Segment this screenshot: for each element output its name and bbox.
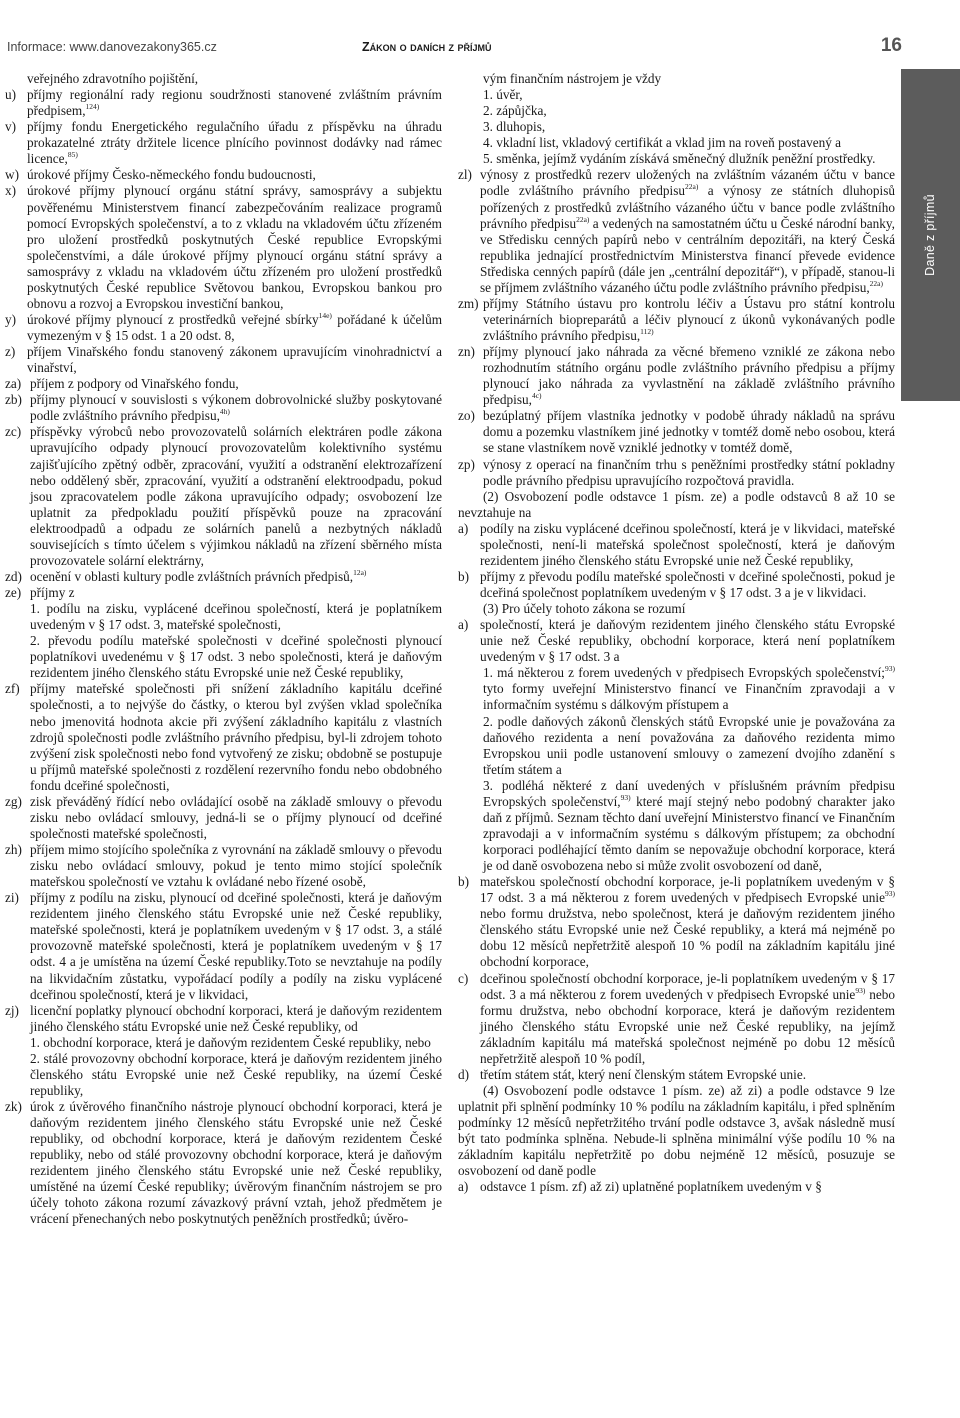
paragraph bbox=[458, 119, 895, 135]
item-text: 3. podléhá některé z daní uvedených v příslušném právním předpisu Evropských společenství, bbox=[483, 777, 895, 809]
paragraph bbox=[5, 601, 442, 633]
item-label: y) bbox=[5, 311, 17, 327]
page-number: 16 bbox=[880, 35, 902, 56]
item-label: zm) bbox=[458, 295, 479, 311]
item-text: licenční poplatky plynoucí obchodní korporaci, která je daňovým rezidentem jiného členského státu Evropské unie než České republiky, od bbox=[30, 1002, 442, 1034]
paragraph-b bbox=[458, 874, 895, 970]
item-text: třetím státem stát, který není členským státem Evropské unie. bbox=[480, 1066, 807, 1082]
item-text: ocenění v oblasti kultury podle zvláštních právních předpisů, bbox=[30, 568, 354, 584]
item-label: d) bbox=[458, 1066, 470, 1082]
item-label: a) bbox=[458, 1179, 469, 1195]
item-label: zh) bbox=[5, 842, 22, 857]
paragraph-u bbox=[5, 87, 442, 119]
item-text: úrokové příjmy Česko-německého fondu budoucnosti, bbox=[27, 167, 316, 183]
item-text: 3. dluhopis, bbox=[483, 119, 546, 135]
item-text: (4) Osvobození podle odstavce 1 písm. ze) až zi) a podle odstavce 9 lze uplatnit při splnění podmínky 10 % podílu na základním kapitálu, i před splněním podmínky 12 měsíců nepřetržitého trvání podle odstavce 3, avšak následně musí být tato podmínka splněna. Nebude-li splněna minimální výše podílu 10 % na základním kapitálu nepřetržitě po dobu nejméně 12 měsíců, posuzuje se osvobození od daně podle bbox=[458, 1082, 895, 1179]
footnote-ref: 14e) bbox=[318, 310, 332, 320]
paragraph-x bbox=[5, 183, 442, 312]
item-text: 1. má některou z forem uvedených v předpisech Evropských společenství; bbox=[483, 665, 885, 681]
item-text: příspěvky výrobců nebo provozovatelů solárních elektráren podle zákona upravujícího odpady plynoucí provozovatelům kolektivního systému zajišťujícího zpětný odběr, zpracování, využití a odstranění elektrozařízení nebo oddělený sběr, zpracování, využití a odstranění elektroodpadu, pokud jsou zpracovatelem podle zákona upravujícího odpady; osvobození lze uplatnit za předpokladu použití příspěvků pouze na zpracování elektroodpadů a odpadu ze solárních panelů a nezbytných nákladů souvisejících s tímto účelem s výjimkou nákladů na zřízení sběrného místa provozovatele solární elektrárny, bbox=[30, 424, 442, 568]
item-text-continued: a vedených na samostatném účtu u České národní banky, ve Středisku cenných papírů nebo v centrálním depozitáři, na který Česká republika jednající prostřednictvím Ministerstva financí převede evidence Střediska cenných papírů (dále jen „centrální depozitář“), v případě, stanou-li se příjmem zvláštního vázaného účtu podle zvláštního právního předpisu, bbox=[480, 215, 895, 295]
paragraph bbox=[458, 135, 895, 151]
paragraph bbox=[5, 1035, 442, 1051]
item-text: výnosy z prostředků rezerv uložených na zvláštním vázaném účtu v bance podle zvláštního právního předpisu bbox=[480, 167, 895, 199]
paragraph-v bbox=[5, 119, 442, 167]
paragraph-a bbox=[458, 1179, 895, 1195]
item-label: zn) bbox=[458, 344, 475, 360]
item-text: (2) Osvobození podle odstavce 1 písm. ze) a podle odstavců 8 až 10 se nevztahuje na bbox=[458, 488, 895, 520]
item-text: úrokové příjmy plynoucí z prostředků veřejné sbírky bbox=[27, 311, 319, 327]
item-label: zd) bbox=[5, 568, 22, 584]
footnote-ref: 22a) bbox=[576, 214, 590, 224]
item-text-continued: které mají stejný nebo podobný charakter jako daň z příjmů. Seznam těchto daní uveřejní Ministerstvo financí ve Finančním zpravodaji a v informačním systému s dálkovým přístupem; za obchodní korporaci podléhající těmto daním se nepovažuje obchodní korporace, která je od daně osvobozena nebo si může zvolit osvobození od daně, bbox=[483, 793, 895, 874]
paragraph bbox=[458, 665, 895, 713]
item-label: a) bbox=[458, 617, 469, 633]
paragraph bbox=[5, 633, 442, 681]
footnote-ref: 93) bbox=[885, 664, 895, 674]
footnote-ref: 12a) bbox=[353, 567, 367, 577]
paragraph bbox=[458, 71, 895, 87]
paragraph bbox=[458, 103, 895, 119]
paragraph bbox=[458, 601, 895, 617]
item-label: ze) bbox=[5, 585, 22, 600]
item-label: za) bbox=[5, 376, 22, 392]
paragraph-zd bbox=[5, 569, 442, 585]
item-text: podíly na zisku vyplácené dceřinou společností, která je v likvidaci, mateřské společnosti, není-li mateřská společnost společností, která je daňovým rezidentem jiného členského státu Evropské unie než České republiky, bbox=[480, 520, 895, 568]
paragraph-c bbox=[458, 971, 895, 1067]
item-text: 1. úvěr, bbox=[483, 87, 523, 103]
item-label: zo) bbox=[458, 408, 475, 424]
item-text: odstavce 1 písm. zf) až zi) uplatněné poplatníkem uvedeným v § bbox=[480, 1179, 822, 1195]
item-text: příjmy z bbox=[30, 585, 75, 600]
item-text-continued: tyto formy uveřejní Ministerstvo financí ve Finančním zpravodaji a v informačním systému s dálkovým přístupem a bbox=[483, 681, 895, 713]
item-text: příjmy Státního ústavu pro kontrolu léčiv a Ústavu pro státní kontrolu veterinárních biopreparátů a léčiv plynoucí z úkonů vykonávaných podle zvláštního právního předpisu, bbox=[483, 295, 895, 343]
paragraph-za bbox=[5, 376, 442, 392]
section-side-tab bbox=[901, 69, 960, 401]
footnote-ref: 124) bbox=[85, 102, 100, 112]
footnote-ref: 4h) bbox=[219, 407, 230, 417]
item-text: příjmy z podílu na zisku, plynoucí od dceřiné společnosti, která je daňovým rezidentem jiného členského státu Evropské unie než České republiky, mateřské společnosti, která je poplatníkem uvedeným v § 17 odst. 3, a stálé provozovně mateřské společnosti, která je poplatníkem uvedeným v § 17 odst. 4 a je umístěna na území České republiky.Toto se nevztahuje na podíly na likvidačním zůstatku, vypořádací podíly a podíly na zisku vyplácené dceřinou společností, která je v likvidaci, bbox=[30, 890, 442, 1002]
paragraph bbox=[458, 489, 895, 521]
item-text: mateřskou společností obchodní korporace, je-li poplatníkem uvedeným v § 17 odst. 3 a má některou z forem uvedených v předpisech Evropské unie bbox=[480, 874, 895, 906]
footnote-ref: 22a) bbox=[869, 278, 883, 288]
paragraph-w bbox=[5, 167, 442, 183]
item-text: 2. stálé provozovny obchodní korporace, která je daňovým rezidentem jiného členského státu Evropské unie než České republiky, na území České republiky, bbox=[30, 1050, 442, 1098]
item-text: příjmy regionální rady regionu soudržnosti stanovené zvláštním právním předpisem, bbox=[27, 87, 442, 119]
paragraph bbox=[5, 71, 442, 87]
item-text: příjmy fondu Energetického regulačního úřadu z příspěvku na úhradu prokazatelné ztráty držitele licence plnícího povinnost dodávky nad rámec licence, bbox=[27, 119, 442, 167]
item-text: příjem mimo stojícího společníka z vyrovnání na základě smlouvy o převodu zisku nebo ovládací smlouvy, pokud je tento mimo stojící společník mateřskou společností ve vztahu k ovládané nebo řízené osobě, bbox=[30, 842, 442, 890]
item-label: zp) bbox=[458, 456, 475, 472]
item-text: vým finančním nástrojem je vždy bbox=[483, 71, 662, 86]
footnote-ref: 112) bbox=[640, 327, 654, 336]
paragraph bbox=[458, 87, 895, 103]
item-text-continued: nebo formu družstva, nebo společnost, která je daňovým rezidentem jiného členského státu Evropské unie než České republiky, a která má nejméně po dobu 12 měsíců nepřetržitě alespoň 10 % podíl na základním kapitálu jiné obchodní korporace, bbox=[480, 906, 895, 970]
item-text: 4. vkladní list, vkladový certifikát a vklad jim na roveň postavený a bbox=[483, 135, 842, 151]
item-label: zl) bbox=[458, 167, 472, 183]
footnote-ref: 93) bbox=[885, 889, 895, 899]
website-link[interactable]: Informace: www.danovezakony365.cz bbox=[7, 40, 217, 54]
item-text: příjmy mateřské společnosti při snížení základního kapitálu dceřiné společnosti, a to nejvýše do částky, o kterou byl zvýšen vklad společníka nebo jmenovitá hodnota akcie při zvýšení základního kapitálu z vlastních zdrojů společnosti podle zvláštního právního předpisu, byl-li zdrojem tohoto zvýšení zisk společnosti nebo fond vytvořený ze zisku; obdobně se postupuje u příjmů mateřské společnosti z rozdělení rezervního fondu nebo obdobného fondu dceřiné společnosti, bbox=[30, 681, 442, 793]
item-text: výnosy z operací na finančním trhu s peněžními prostředky státní pokladny podle právního předpisu upravujícího rozpočtová pravidla. bbox=[483, 456, 895, 488]
item-label: a) bbox=[458, 520, 469, 536]
item-text: zisk převáděný řídící nebo ovládající osobě na základě smlouvy o převodu zisku nebo ovládací smlouvy, jedná-li se o příjmy plynoucí od dceřiné společnosti mateřské společnosti, bbox=[30, 793, 442, 841]
paragraph-zo bbox=[458, 408, 895, 456]
paragraph-a bbox=[458, 521, 895, 569]
footnote-ref: 93) bbox=[855, 985, 866, 995]
item-text: 2. převodu podílu mateřské společnosti v dceřiné společnosti plynoucí poplatníkovi uvedenému v § 17 odst. 3 nebo společnosti, která je daňovým rezidentem jiného členského státu Evropské unie než České republiky, bbox=[30, 633, 442, 681]
paragraph-zp bbox=[458, 457, 895, 489]
paragraph bbox=[458, 151, 895, 167]
document-title: Zákon o daních z příjmů bbox=[362, 40, 492, 54]
paragraph-zi bbox=[5, 890, 442, 1002]
item-text: bezúplatný příjem vlastníka jednotky v podobě úhrady nákladů na správu domu a pozemku vlastníkem jiné jednotky v tomtéž domě nebo osobou, která se stane vlastníkem nově vzniklé jednotky v tomtéž domě, bbox=[483, 408, 895, 456]
paragraph-zk bbox=[5, 1099, 442, 1228]
item-label: zb) bbox=[5, 392, 22, 408]
item-text: úrok z úvěrového finančního nástroje plynoucí obchodní korporaci, která je daňovým rezidentem jiného členského státu Evropské unie než České republiky, od obchodní korporace, která je daňovým rezidentem České republiky, nebo od stálé provozovny obchodní korporace, která je daňovým rezidentem jiného členského státu Evropské unie než České republiky, umístěné na území České republiky; úvěrovým finančním nástrojem se pro účely tohoto zákona rozumí závazkový právní vztah, jehož předmětem je vrácení přenechaných nebo poskytnutých peněžních prostředků; úvěro- bbox=[30, 1099, 442, 1227]
paragraph-zg bbox=[5, 794, 442, 842]
item-label: b) bbox=[458, 568, 470, 584]
item-text: příjmy plynoucí jako náhrada za věcné břemeno vzniklé ze zákona nebo rozhodnutím státního orgánu podle zvláštního právního předpisu a příjmy plynoucí jako náhrada za vyvlastnění na základě zvláštního právního předpisu, bbox=[483, 344, 895, 408]
item-label: w) bbox=[5, 167, 19, 183]
item-text-continued: pořádané k účelům vymezeným v § 15 odst. 1 a 20 odst. 8, bbox=[27, 311, 443, 343]
paragraph-b bbox=[458, 569, 895, 601]
paragraph-zh bbox=[5, 842, 442, 890]
paragraph-zl bbox=[458, 167, 895, 296]
item-text: společností, která je daňovým rezidentem jiného členského státu Evropské unie než České republiky, obchodní korporace, která není poplatníkem uvedeným v § 17 odst. 3 a bbox=[480, 617, 895, 665]
item-label: zc) bbox=[5, 424, 22, 440]
item-label: v) bbox=[5, 119, 17, 135]
item-label: zi) bbox=[5, 890, 19, 906]
footnote-ref: 85) bbox=[67, 150, 78, 160]
footnote-ref: 22a) bbox=[685, 182, 699, 192]
page-header bbox=[7, 35, 902, 60]
paragraph-zb bbox=[5, 392, 442, 424]
item-text: (3) Pro účely tohoto zákona se rozumí bbox=[483, 601, 686, 617]
footnote-ref: 93) bbox=[620, 792, 631, 802]
right-column bbox=[458, 71, 895, 1195]
paragraph-zf bbox=[5, 681, 442, 793]
item-text: úrokové příjmy plynoucí orgánu státní správy, samosprávy a subjektu pověřenému Ministerstvem financí zabezpečováním realizace programů pomocí Evropských společenství, a to z vkladu na vkladovém účtu zřízeném pro uložení prostředků poskytnutých České republice Evropskými společenstvími, a dále úrokové příjmy plynoucí orgánu státní správy a samosprávy z vkladu na vkladovém účtu zřízeném pro uložení prostředků poskytnutých České republice Světovou bankou, Evropskou bankou pro obnovu a rozvoj a Evropskou investiční bankou, bbox=[27, 183, 442, 311]
item-text: příjmy plynoucí v souvislosti s výkonem dobrovolnické služby poskytované podle zvláštního právního předpisu, bbox=[30, 392, 442, 424]
item-label: c) bbox=[458, 970, 469, 986]
item-text: příjem z podpory od Vinařského fondu, bbox=[30, 376, 239, 392]
item-text: příjmy z převodu podílu mateřské společnosti v dceřiné společnosti, pokud je dceřiná společnost poplatníkem uvedeným v § 17 odst. 3 a je v likvidaci. bbox=[480, 568, 895, 600]
paragraph-ze bbox=[5, 585, 442, 601]
paragraph-a bbox=[458, 617, 895, 665]
paragraph bbox=[458, 1083, 895, 1179]
paragraph bbox=[458, 778, 895, 874]
item-label: z) bbox=[5, 344, 16, 360]
paragraph-zc bbox=[5, 424, 442, 569]
item-label: x) bbox=[5, 183, 17, 199]
footnote-ref: 4c) bbox=[531, 391, 542, 401]
item-label: b) bbox=[458, 874, 470, 890]
item-text: 2. zápůjčka, bbox=[483, 103, 547, 119]
paragraph bbox=[458, 714, 895, 778]
side-tab-label: Daně z příjmů bbox=[923, 194, 937, 276]
paragraph-zm bbox=[458, 296, 895, 344]
item-text-continued: nebo formu družstva, nebo obchodní korporace, která je daňovým rezidentem jiného členského státu Evropské unie než České republiky, na jejímž základním kapitálu má mateřská společnost nejméně po dobu 12 měsíců nepřetržitě alespoň 10 % podíl, bbox=[480, 986, 896, 1066]
paragraph-zj bbox=[5, 1003, 442, 1035]
item-label: zk) bbox=[5, 1099, 22, 1114]
item-text: dceřinou společností obchodní korporace, je-li poplatníkem uvedeným v § 17 odst. 3 a má některou z forem uvedených v předpisech Evropské unie bbox=[480, 970, 895, 1002]
item-text: 5. směnka, jejímž vydáním získává směnečný dlužník peněžní prostředky. bbox=[483, 151, 876, 167]
paragraph bbox=[5, 1051, 442, 1099]
left-column bbox=[5, 71, 442, 1228]
item-text: 1. podílu na zisku, vyplácené dceřinou společností, která je poplatníkem uvedeným v § 17 odst. 3, mateřské společnosti, bbox=[30, 601, 442, 633]
item-label: zj) bbox=[5, 1002, 19, 1018]
item-text: 2. podle daňových zákonů členských států Evropské unie je považována za daňového rezidenta a není považována za daňového rezidenta mimo Evropskou unii podle ustanovení smlouvy o zamezení dvojího zdanění s třetím státem a bbox=[483, 713, 895, 777]
item-text-continued: a výnosy ze státních dluhopisů pořízených z prostředků zvláštního vázaného účtu v bance podle zvláštního právního předpisu bbox=[480, 183, 895, 231]
item-label: zf) bbox=[5, 681, 20, 697]
item-label: zg) bbox=[5, 793, 22, 809]
item-text: 1. obchodní korporace, která je daňovým rezidentem České republiky, nebo bbox=[30, 1034, 431, 1050]
paragraph-zn bbox=[458, 344, 895, 408]
paragraph-z bbox=[5, 344, 442, 376]
item-text: příjem Vinařského fondu stanovený zákonem upravujícím vinohradnictví a vinařství, bbox=[27, 344, 442, 376]
item-text: veřejného zdravotního pojištění, bbox=[27, 71, 199, 86]
paragraph-y bbox=[5, 312, 442, 344]
paragraph-d bbox=[458, 1067, 895, 1083]
item-label: u) bbox=[5, 87, 17, 103]
